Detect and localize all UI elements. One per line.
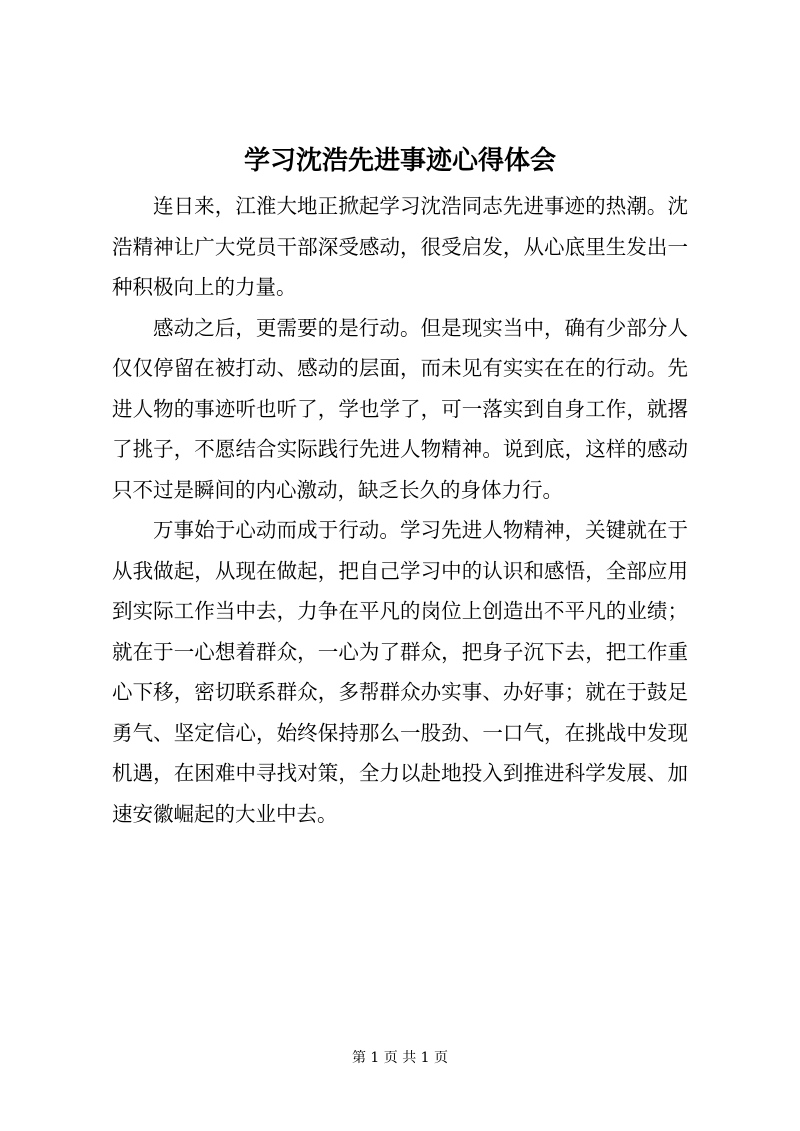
- paragraph-3: 万事始于心动而成于行动。学习先进人物精神，关键就在于从我做起，从现在做起，把自己学习中的认识和感悟，全部应用到实际工作当中去，力争在平凡的岗位上创造出不平凡的业绩；就在于一心想着群众，一心为了群众，把身子沉下去，把工作重心下移，密切联系群众，多帮群众办实事、办好事；就在于鼓足勇气、坚定信心，始终保持那么一股劲、一口气，在挑战中发现机遇，在困难中寻找对策，全力以赴地投入到推进科学发展、加速安徽崛起的大业中去。: [112, 518, 688, 826]
- paragraph-2: 感动之后，更需要的是行动。但是现实当中，确有少部分人仅仅停留在被打动、感动的层面，而未见有实实在在的行动。先进人物的事迹听也听了，学也学了，可一落实到自身工作，就撂了挑子，不愿结合实际践行先进人物精神。说到底，这样的感动只不过是瞬间的内心激动，缺乏长久的身体力行。: [112, 315, 688, 502]
- paragraph-1: 连日来，江淮大地正掀起学习沈浩同志先进事迹的热潮。沈浩精神让广大党员干部深受感动，很受启发，从心底里生发出一种积极向上的力量。: [112, 194, 688, 299]
- page-footer: 第 1 页 共 1 页: [351, 1050, 449, 1066]
- document-title: 学习沈浩先进事迹心得体会: [243, 146, 556, 176]
- document-body: [112, 186, 688, 834]
